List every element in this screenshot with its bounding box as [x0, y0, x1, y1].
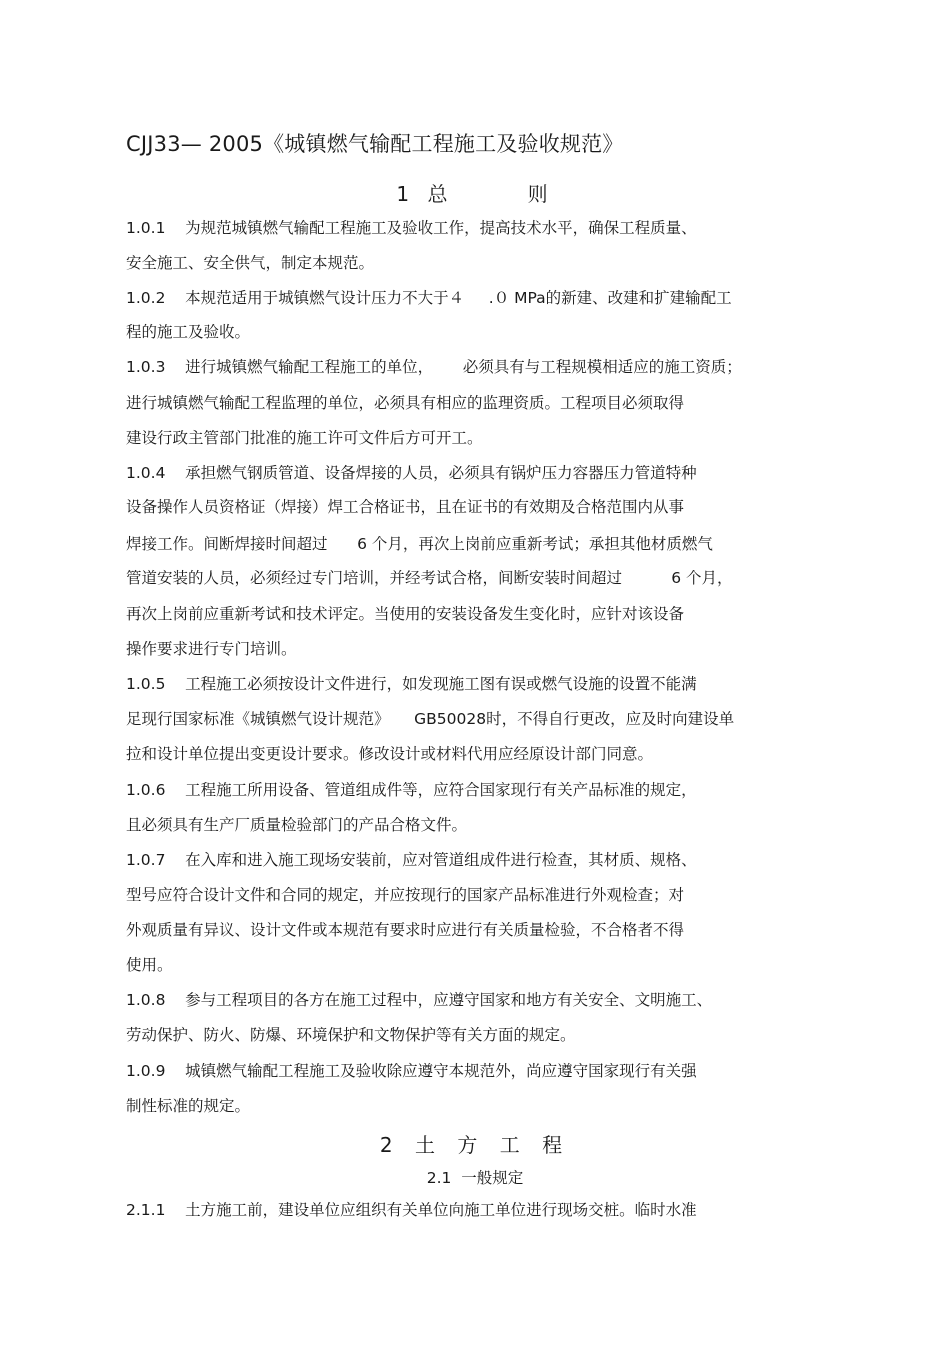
clause-line: 进行城镇燃气输配工程监理的单位，必须具有相应的监理资质。工程项目必须取得	[126, 394, 685, 412]
clause-line: 设备操作人员资格证（焊接）焊工合格证书，且在证书的有效期及合格范围内从事	[126, 498, 685, 516]
clause-1-0-6: 1.0.6 工程施工所用设备、管道组成件等，应符合国家现行有关产品标准的规定，	[126, 781, 697, 799]
clause-1-0-5: 1.0.5 工程施工必须按设计文件进行，如发现施工图有误或燃气设施的设置不能满	[126, 675, 697, 693]
document-title: CJJ33— 2005《城镇燃气输配工程施工及验收规范》	[126, 132, 624, 156]
section-2-1-heading: 2.1 一般规定	[426, 1169, 524, 1187]
clause-line: 管道安装的人员，必须经过专门培训，并经考试合格，间断安装时间超过 6 个月，	[126, 569, 733, 587]
clause-line: 程的施工及验收。	[126, 323, 251, 341]
clause-line: 型号应符合设计文件和合同的规定，并应按现行的国家产品标准进行外观检查；对	[126, 886, 685, 904]
clause-line: 足现行国家标准《城镇燃气设计规范》 GB50028时，不得自行更改，应及时向建设单	[126, 710, 735, 728]
clause-line: 安全施工、安全供气，制定本规范。	[126, 254, 375, 272]
clause-1-0-4: 1.0.4 承担燃气钢质管道、设备焊接的人员，必须具有锅炉压力容器压力管道特种	[126, 464, 697, 482]
chapter-2-heading: 2 土 方 工 程	[379, 1133, 571, 1157]
clause-line: 建设行政主管部门批准的施工许可文件后方可开工。	[126, 429, 483, 447]
clause-line: 外观质量有异议、设计文件或本规范有要求时应进行有关质量检验，不合格者不得	[126, 921, 685, 939]
clause-line: 再次上岗前应重新考试和技术评定。当使用的安装设备发生变化时，应针对该设备	[126, 605, 685, 623]
clause-line: 且必须具有生产厂质量检验部门的产品合格文件。	[126, 816, 468, 834]
clause-1-0-9: 1.0.9 城镇燃气输配工程施工及验收除应遵守本规范外，尚应遵守国家现行有关强	[126, 1062, 697, 1080]
chapter-1-heading: 1 总 则	[396, 182, 554, 206]
clause-1-0-1: 1.0.1 为规范城镇燃气输配工程施工及验收工作，提高技术水平，确保工程质量、	[126, 219, 697, 237]
clause-2-1-1: 2.1.1 土方施工前，建设单位应组织有关单位向施工单位进行现场交桩。临时水准	[126, 1201, 697, 1219]
clause-1-0-7: 1.0.7 在入库和进入施工现场安装前，应对管道组成件进行检查，其材质、规格、	[126, 851, 697, 869]
clause-1-0-3: 1.0.3 进行城镇燃气输配工程施工的单位， 必须具有与工程规模相适应的施工资质；	[126, 358, 742, 376]
clause-line: 使用。	[126, 956, 173, 974]
clause-line: 制性标准的规定。	[126, 1097, 251, 1115]
clause-line: 拉和设计单位提出变更设计要求。修改设计或材料代用应经原设计部门同意。	[126, 745, 654, 763]
clause-line: 劳动保护、防火、防爆、环境保护和文物保护等有关方面的规定。	[126, 1026, 576, 1044]
clause-line: 焊接工作。间断焊接时间超过 6 个月，再次上岗前应重新考试；承担其他材质燃气	[126, 535, 713, 553]
clause-line: 操作要求进行专门培训。	[126, 640, 297, 658]
clause-1-0-2: 1.0.2 本规范适用于城镇燃气设计压力不大于４ .０ MPa的新建、改建和扩建输配工	[126, 289, 732, 307]
clause-1-0-8: 1.0.8 参与工程项目的各方在施工过程中，应遵守国家和地方有关安全、文明施工、	[126, 991, 713, 1009]
